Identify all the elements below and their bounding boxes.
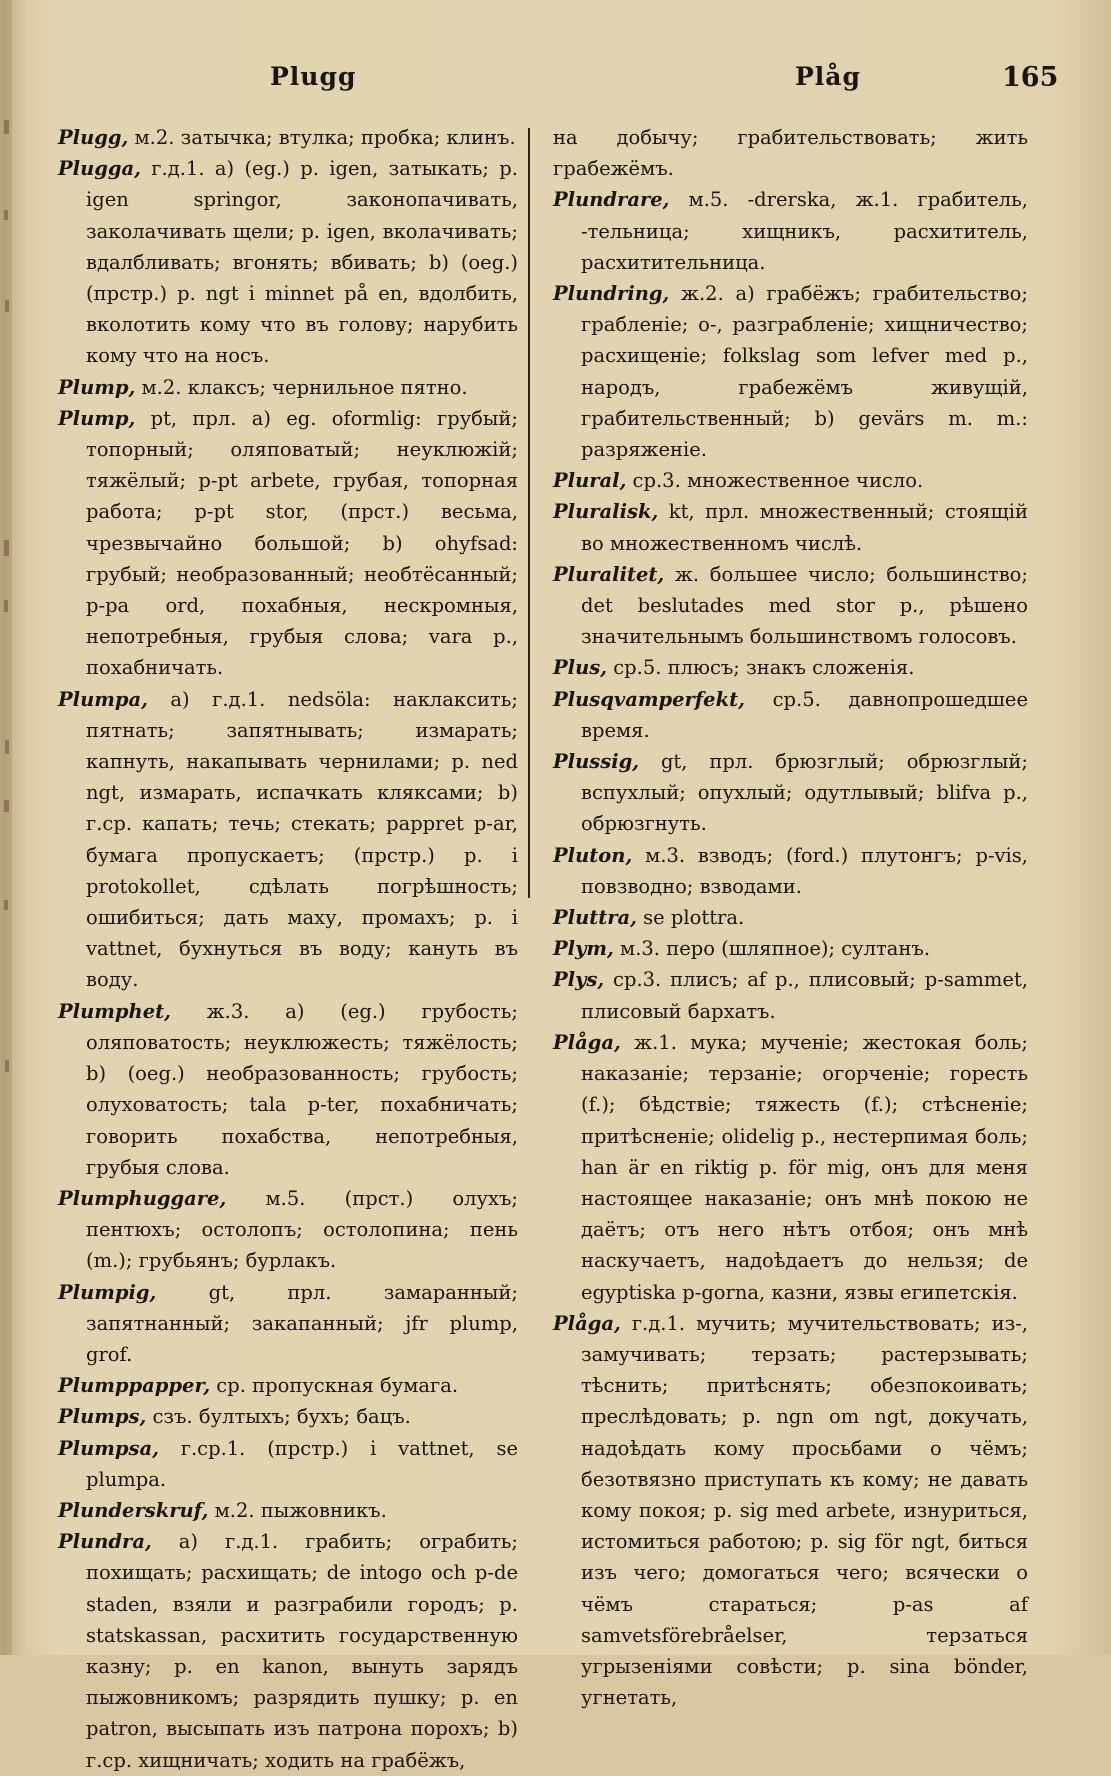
column-divider xyxy=(528,128,530,898)
entry-definition: на добычу; грабительствовать; жить грабежёмъ. xyxy=(553,126,1028,181)
entry-definition: se plottra. xyxy=(636,906,745,930)
entry-definition: ср. пропускная бумага. xyxy=(210,1374,459,1398)
dictionary-entry xyxy=(553,652,1028,683)
entry-headword: Plumpig, xyxy=(58,1280,157,1304)
dictionary-entry xyxy=(553,840,1028,902)
entry-headword: Plundra, xyxy=(58,1530,152,1554)
dictionary-entry xyxy=(553,496,1028,558)
header-left-word: Plugg xyxy=(270,62,357,91)
entry-definition: м.2. клаксъ; чернильное пятно. xyxy=(135,375,468,399)
dictionary-entry xyxy=(553,184,1028,278)
entry-definition: м.2. пыжовникъ. xyxy=(208,1498,387,1522)
dictionary-entry xyxy=(553,559,1028,653)
left-column xyxy=(58,122,518,1776)
entry-definition: м.3. перо (шляпное); султанъ. xyxy=(613,937,931,961)
entry-definition: м.5. (прст.) олухъ; пентюхъ; остолопъ; остолопина; пень (m.); грубьянъ; бурлакъ. xyxy=(86,1186,518,1273)
header-right-word: Plåg xyxy=(795,62,861,91)
entry-headword: Plural, xyxy=(553,469,627,493)
entry-headword: Plumphuggare, xyxy=(58,1186,227,1210)
entry-definition: ср.5. плюсъ; знакъ сложенія. xyxy=(607,656,915,680)
dictionary-entry xyxy=(58,403,518,684)
entry-headword: Plåga, xyxy=(553,1311,621,1335)
entry-headword: Plugga, xyxy=(58,157,141,181)
dictionary-entry xyxy=(58,1433,518,1495)
page-edge-marks xyxy=(0,0,22,1655)
dictionary-entry xyxy=(553,902,1028,933)
entry-definition: ж.1. мука; мученіе; жестокая боль; наказаніе; терзаніе; огорченіе; горесть (f.); бѣдствіе; тяжесть (f.); стѣсненіе; притѣсненіе; olidelig p., нестерпимая боль; han är en riktig p. för mig, онъ для меня настоящее наказаніе; онъ мнѣ покою не даётъ; отъ него нѣтъ отбоя; онъ мнѣ наскучаетъ, надоѣдаетъ до нельзя; de egyptiska p-gorna, казни, язвы египетскія. xyxy=(581,1030,1028,1304)
entry-headword: Plusqvamperfekt, xyxy=(553,687,745,711)
dictionary-entry xyxy=(553,684,1028,746)
entry-headword: Plump, xyxy=(58,375,136,399)
dictionary-entry xyxy=(58,1495,518,1526)
entry-headword: Plunderskruf, xyxy=(58,1498,209,1522)
entry-headword: Plus, xyxy=(553,656,608,680)
entry-headword: Plugg, xyxy=(58,126,129,149)
entry-headword: Pluralitet, xyxy=(553,562,665,586)
dictionary-entry xyxy=(58,122,518,153)
entry-definition: ср.3. множественное число. xyxy=(626,469,924,493)
entry-headword: Plundring, xyxy=(553,282,670,306)
entry-headword: Plumppapper, xyxy=(58,1374,211,1398)
dictionary-entry xyxy=(553,122,1028,184)
dictionary-entry xyxy=(553,964,1028,1026)
dictionary-entry xyxy=(58,996,518,1183)
entry-definition: м.2. затычка; втулка; пробка; клинъ. xyxy=(128,126,516,149)
entry-headword: Plåga, xyxy=(553,1030,621,1054)
right-column xyxy=(553,122,1028,1713)
entry-definition: г.д.1. а) (eg.) p. igen, затыкать; p. igen springor, законопачивать, заколачивать щели; p. igen, вколачивать; вдалбливать; вгонять; вбивать; b) (oeg.) (прстр.) p. ngt i minnet på en, вдолбить, вколотить кому что въ голову; нарубить кому что на носъ. xyxy=(86,157,518,368)
entry-definition: м.3. взводъ; (ford.) плутонгъ; p-vis, повзводно; взводами. xyxy=(581,843,1028,898)
entry-headword: Pluton, xyxy=(553,843,633,867)
entry-definition: г.ср.1. (прстр.) i vattnet, se plumpa. xyxy=(86,1436,518,1491)
entry-definition: kt, прл. множественный; стоящій во множественномъ числѣ. xyxy=(581,500,1028,555)
entry-definition: ср.3. плисъ; af p., плисовый; p-sammet, плисовый бархатъ. xyxy=(581,968,1028,1023)
dictionary-entry xyxy=(58,372,518,403)
entry-headword: Plys, xyxy=(553,968,605,992)
entry-definition: pt, прл. а) eg. oformlig: грубый; топорный; оляповатый; неуклюжій; тяжёлый; p-pt arbete, грубая, топорная работа; p-pt stor, (прст.) весьма, чрезвычайно большой; b) ohyfsad: грубый; необразованный; необтёсанный; p-pa ord, похабныя, нескромныя, непотребныя, грубыя слова; vara p., похабничать. xyxy=(86,406,518,680)
entry-headword: Plumphet, xyxy=(58,999,171,1023)
dictionary-entry xyxy=(58,1277,518,1371)
dictionary-entry xyxy=(553,1308,1028,1714)
entry-headword: Plumps, xyxy=(58,1405,147,1429)
entry-headword: Plym, xyxy=(553,937,614,961)
entry-definition: м.5. -drerska, ж.1. грабитель, -тельница; хищникъ, расхититель, расхитительница. xyxy=(581,188,1028,274)
entry-definition: ж.2. а) грабёжъ; грабительство; грабленіе; о-, разграбленіе; хищничество; расхищеніе; folkslag som lefver med p., народъ, грабежёмъ живущій, грабительственный; b) gevärs m. m.: разряженіе. xyxy=(581,282,1028,462)
entry-headword: Plumpsa, xyxy=(58,1436,159,1460)
entry-definition: ж.3. а) (eg.) грубость; оляповатость; неуклюжесть; тяжёлость; b) (oeg.) необразованность; грубость; олуховатость; tala p-ter, похабничать; говорить похабства, непотребныя, грубыя слова. xyxy=(86,999,518,1179)
entry-headword: Plussig, xyxy=(553,750,640,774)
entry-headword: Plumpa, xyxy=(58,687,148,711)
entry-headword: Plundrare, xyxy=(553,188,670,212)
dictionary-entry xyxy=(553,278,1028,465)
page-number: 165 xyxy=(1002,62,1059,93)
entry-definition: gt, прл. брюзглый; обрюзглый; вспухлый; опухлый; одутлывый; blifva p., обрюзгнуть. xyxy=(581,750,1028,836)
running-header xyxy=(0,62,1111,122)
dictionary-entry xyxy=(58,684,518,996)
dictionary-entry xyxy=(58,1401,518,1432)
entry-definition: а) г.д.1. грабить; ограбить; похищать; расхищать; de intogo och p-de staden, взяли и разграбили городъ; p. statskassan, расхитить государственную казну; p. en kanon, вынуть зарядъ пыжовникомъ; разрядить пушку; p. en patron, высыпать изъ патрона порохъ; b) г.ср. хищничать; ходить на грабёжъ, xyxy=(86,1530,518,1772)
dictionary-entry xyxy=(58,153,518,371)
dictionary-entry xyxy=(553,933,1028,964)
entry-definition: ж. большее число; большинство; det beslutades med stor p., рѣшено значительнымъ большинствомъ голосовъ. xyxy=(581,562,1028,649)
dictionary-entry xyxy=(553,746,1028,840)
dictionary-entry xyxy=(553,465,1028,496)
entry-definition: а) г.д.1. nedsöla: наклаксить; пятнать; запятнывать; измарать; капнуть, накапывать чернилами; p. ned ngt, измарать, испачкать кляксами; b) г.ср. капать; течь; стекать; pappret p-ar, бумага пропускаетъ; (прстр.) p. i protokollet, сдѣлать погрѣшность; ошибиться; дать маху, промахъ; p. i vattnet, бухнуться въ воду; кануть въ воду. xyxy=(86,687,518,992)
dictionary-entry xyxy=(58,1526,518,1776)
dictionary-entry xyxy=(58,1370,518,1401)
entry-definition: г.д.1. мучить; мучительствовать; из-, замучивать; терзать; растерзывать; тѣснить; притѣснять; обезпокоивать; преслѣдовать; p. ngn om ngt, докучать, надоѣдать кому просьбами о чёмъ; безотвязно приступать къ кому; не давать кому покоя; p. sig med arbete, изнуриться, истомиться работою; p. sig för ngt, биться изъ чего; домогаться чего; всячески о чёмъ стараться; p-as af samvetsförebråelser, терзаться угрызеніями совѣсти; p. sina bönder, угнетать, xyxy=(581,1311,1028,1710)
entry-headword: Plump, xyxy=(58,406,136,430)
dictionary-entry xyxy=(58,1183,518,1277)
entry-headword: Pluttra, xyxy=(553,906,637,930)
entry-definition: gt, прл. замаранный; запятнанный; закапанный; jfr plump, grof. xyxy=(86,1280,518,1366)
entry-definition: ср.5. давнопрошедшее время. xyxy=(581,687,1028,742)
entry-definition: сзъ. бултыхъ; бухъ; бацъ. xyxy=(146,1405,411,1429)
entry-headword: Pluralisk, xyxy=(553,500,659,524)
dictionary-entry xyxy=(553,1027,1028,1308)
